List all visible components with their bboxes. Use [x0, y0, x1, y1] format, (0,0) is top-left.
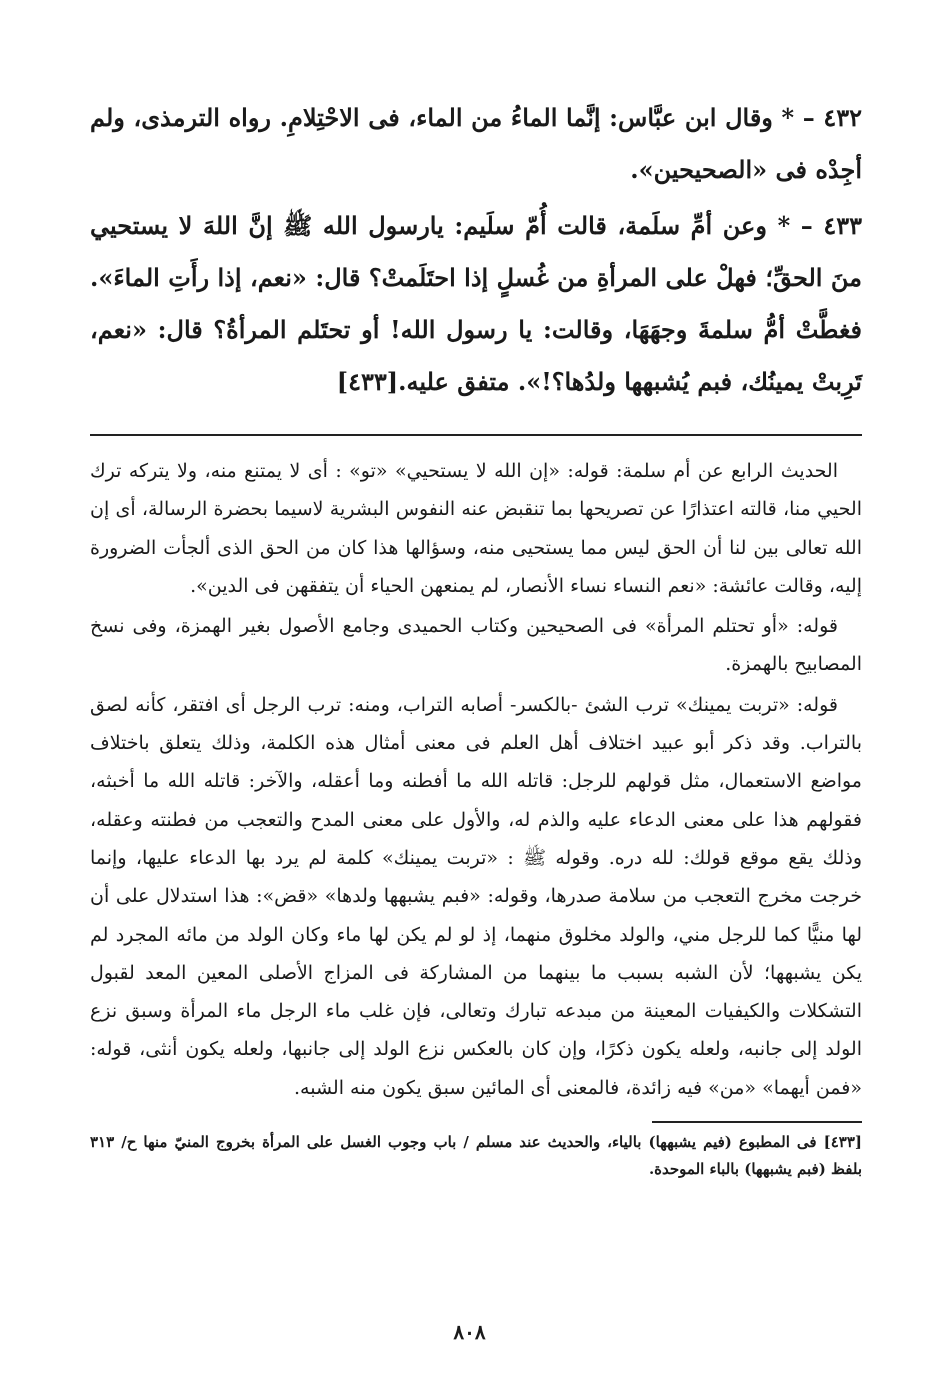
- section-divider: [90, 434, 862, 436]
- commentary-section: [90, 452, 862, 1107]
- hadith-433: ٤٣٣ – * وعن أمِّ سلَمة، قالت أُمّ سلَيم: يارسول الله ﷺ إنَّ اللهَ لا يستحيي منَ الحقِّ؛ فهلْ على المرأةِ من غُسلٍ إذا احتَلَمتْ؟ قال: «نعم، إذا رأَتِ الماءَ». فغطَّتْ أمُّ سلمةَ وجهَهَا، وقالت: يا رسول الله! أو تحتَلم المرأةُ؟ قال: «نعم، تَرِبتْ يمينُك، فبم يُشبهها ولدُها؟!». متفق عليه.[٤٣٣]: [90, 211, 863, 396]
- commentary-paragraph: قوله: «أو تحتلم المرأة» فى الصحيحين وكتاب الحميدى وجامع الأصول بغير الهمزة، وفى نسخ المصابيح بالهمزة.: [90, 615, 862, 676]
- commentary-paragraph: قوله: «تربت يمينك» ترب الشئ -بالكسر- أصابه التراب، ومنه: ترب الرجل أى افتقر، كأنه لصق بالتراب. وقد ذكر أبو عبيد اختلاف أهل العلم فى معنى أمثال هذه الكلمة، وذلك يتعلق باختلاف مواضع الاستعمال، مثل قولهم للرجل: قاتله الله ما أفطنه وما أعقله، والآخر: قاتله الله ما أخبثه، فقولهم هذا على معنى الدعاء عليه والذم له، والأول على معنى المدح والتعجب من فطنته وعقله، وذلك يقع موقع قولك: لله دره. وقوله ﷺ : «تربت يمينك» كلمة لم يرد بها الدعاء عليها، وإنما خرجت مخرج التعجب من سلامة صدرها، وقوله: «فبم يشبهها ولدها» «قض»: هذا استدلال على أن لها منيًّا كما للرجل مني، والولد مخلوق منهما، إذ لو لم يكن لها ماء وكان الولد من مائه المجرد لم يكن يشبهها؛ لأن الشبه بسبب ما بينهما من المشاركة فى المزاج الأصلى المعين المعد لقبول التشكلات والكيفيات المعينة من مبدعه تبارك وتعالى، فإن غلب ماء الرجل ماء المرأة وسبق نزع الولد إلى جانبه، ولعله يكون ذكرًا، وإن كان بالعكس نزع الولد إلى جانبها، ولعله يكون أنثى، قوله: «فمن أيهما» «من» فيه زائدة، فالمعنى أى المائين سبق يكون منه الشبه.: [90, 693, 862, 1099]
- page-number: ٨٠٨: [453, 1320, 486, 1344]
- commentary-paragraph: الحديث الرابع عن أم سلمة: قوله: «إن الله لا يستحيي» «تو» : أى لا يمتنع منه، ولا يتركه ترك الحيي منا، قالته اعتذارًا عن تصريحها بما تنقبض عنه النفوس البشرية لاسيما بحضرة الرسالة، أى إن الله تعالى بين لنا أن الحق ليس مما يستحيى منه، وسؤالها هذا كان من الحق الذى ألجأت الضرورة إليه، وقالت عائشة: «نعم النساء نساء الأنصار، لم يمنعهن الحياء أن يتفقهن فى الدين».: [90, 460, 862, 597]
- footnote: [٤٣٣] فى المطبوع (فيم يشبهها) بالياء، والحديث عند مسلم / باب وجوب الغسل على المرأة بخروج المنيّ منها ح/ ٣١٣ بلفظ (فبم يشبهها) بالباء الموحدة.: [90, 1133, 862, 1179]
- hadith-432: ٤٣٢ – * وقال ابن عبَّاس: إنَّما الماءُ من الماء، فى الاحْتِلامِ. رواه الترمذى، ولم أجِدْه فى «الصحيحين».: [90, 103, 862, 184]
- page-body: [90, 92, 862, 1183]
- footnote-divider: [652, 1121, 862, 1123]
